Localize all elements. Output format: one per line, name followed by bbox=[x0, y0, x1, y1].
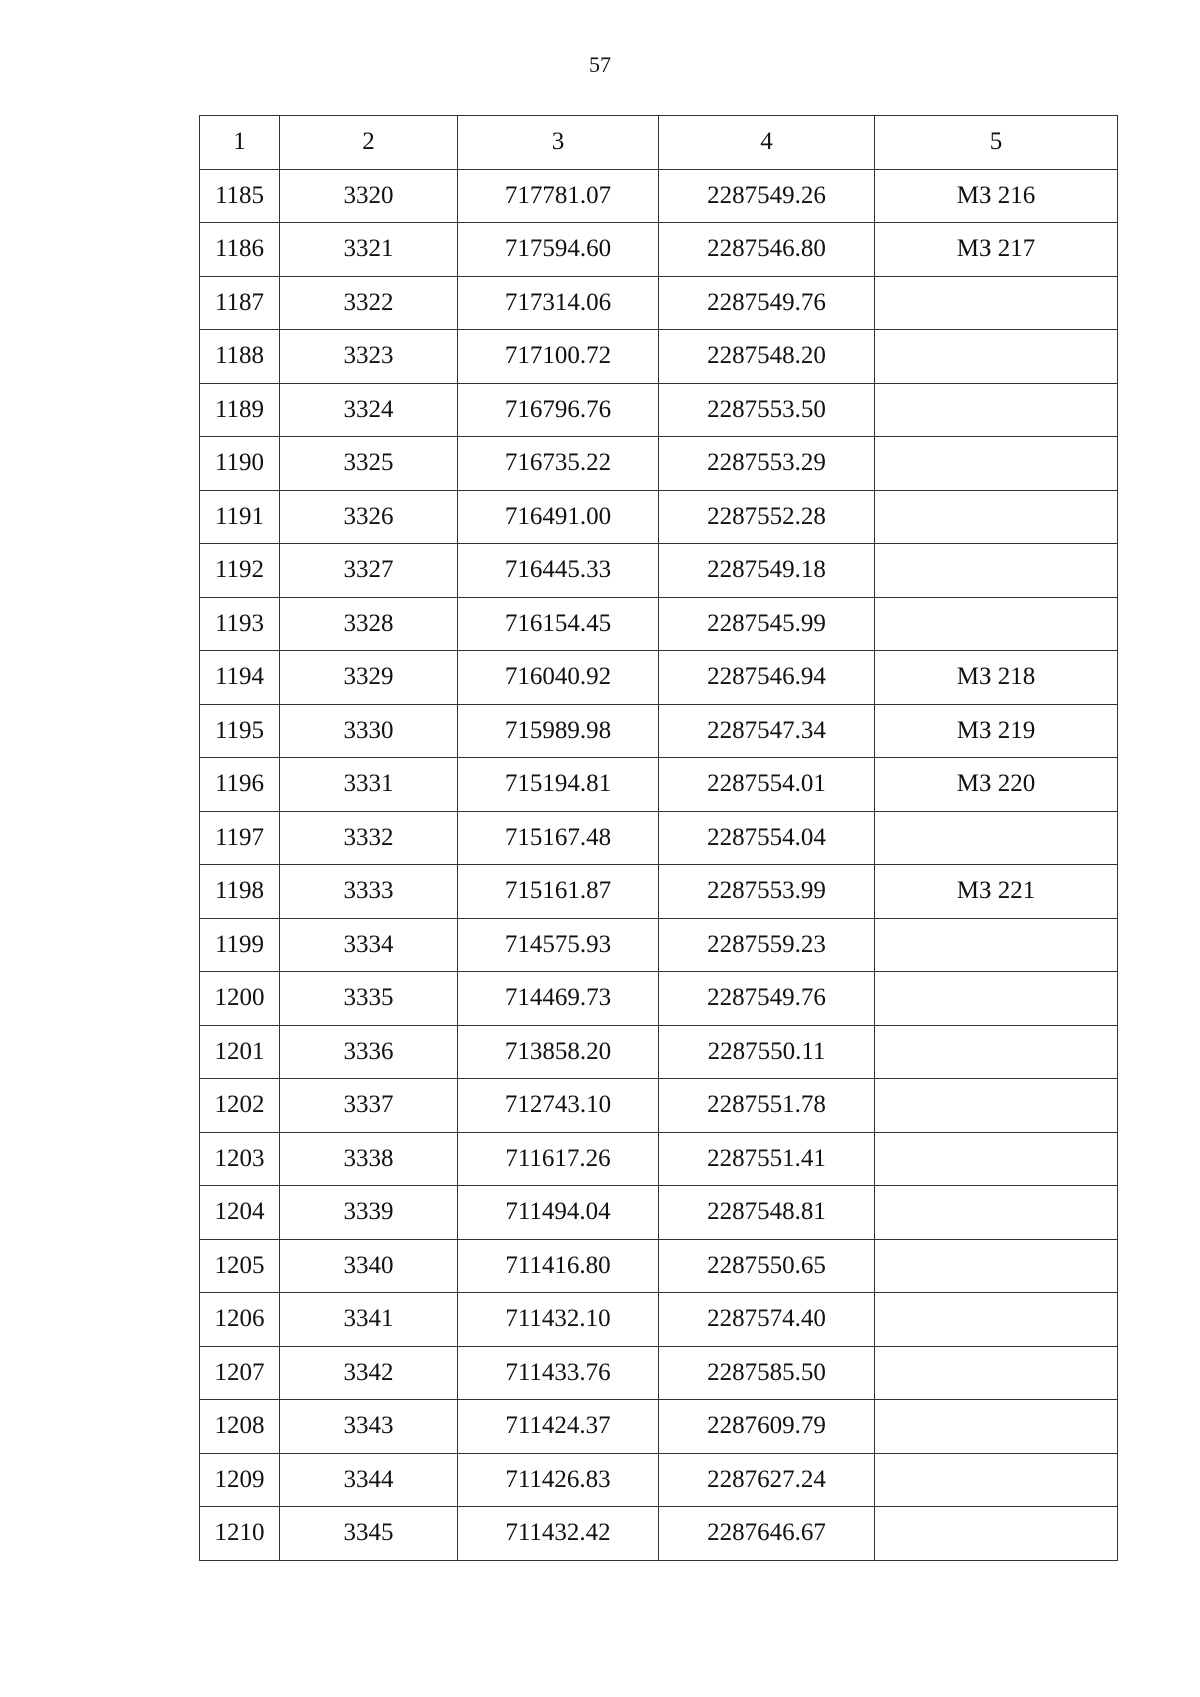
table-cell-col-2: 3321 bbox=[280, 223, 458, 277]
table-cell-col-3: 716445.33 bbox=[458, 544, 659, 598]
table-cell-col-3: 716491.00 bbox=[458, 490, 659, 544]
table-row bbox=[200, 972, 1118, 1026]
table-cell-col-4: 2287548.81 bbox=[659, 1186, 875, 1240]
table-cell-col-2: 3341 bbox=[280, 1293, 458, 1347]
table-cell-col-2: 3333 bbox=[280, 865, 458, 919]
table-cell-col-2: 3326 bbox=[280, 490, 458, 544]
table-cell-col-3: 717100.72 bbox=[458, 330, 659, 384]
table-cell-col-5: МЗ 217 bbox=[875, 223, 1118, 277]
table-cell-col-1: 1210 bbox=[200, 1507, 280, 1561]
table-row bbox=[200, 1186, 1118, 1240]
table-cell-col-2: 3334 bbox=[280, 918, 458, 972]
table-cell-col-1: 1199 bbox=[200, 918, 280, 972]
table-cell-col-1: 1188 bbox=[200, 330, 280, 384]
table-cell-col-2: 3320 bbox=[280, 169, 458, 223]
table-cell-col-4: 2287553.99 bbox=[659, 865, 875, 919]
table-cell-col-5 bbox=[875, 1507, 1118, 1561]
table-cell-col-5: МЗ 221 bbox=[875, 865, 1118, 919]
table-cell-col-1: 1206 bbox=[200, 1293, 280, 1347]
table-row bbox=[200, 544, 1118, 598]
table-cell-col-4: 2287574.40 bbox=[659, 1293, 875, 1347]
table-cell-col-1: 1203 bbox=[200, 1132, 280, 1186]
table-row bbox=[200, 865, 1118, 919]
table-cell-col-2: 3328 bbox=[280, 597, 458, 651]
table-cell-col-4: 2287553.50 bbox=[659, 383, 875, 437]
table-cell-col-3: 716040.92 bbox=[458, 651, 659, 705]
table-cell-col-4: 2287545.99 bbox=[659, 597, 875, 651]
table-row bbox=[200, 758, 1118, 812]
table-cell-col-4: 2287646.67 bbox=[659, 1507, 875, 1561]
table-cell-col-5 bbox=[875, 383, 1118, 437]
table-cell-col-4: 2287554.01 bbox=[659, 758, 875, 812]
table-cell-col-3: 711432.10 bbox=[458, 1293, 659, 1347]
table-row bbox=[200, 1079, 1118, 1133]
table-cell-col-4: 2287549.26 bbox=[659, 169, 875, 223]
table-cell-col-2: 3342 bbox=[280, 1346, 458, 1400]
table-row bbox=[200, 597, 1118, 651]
table-row bbox=[200, 1132, 1118, 1186]
table-cell-col-2: 3343 bbox=[280, 1400, 458, 1454]
table-cell-col-2: 3323 bbox=[280, 330, 458, 384]
table-cell-col-4: 2287547.34 bbox=[659, 704, 875, 758]
table-cell-col-4: 2287551.41 bbox=[659, 1132, 875, 1186]
table-cell-col-1: 1197 bbox=[200, 811, 280, 865]
table-cell-col-1: 1202 bbox=[200, 1079, 280, 1133]
table-cell-col-5 bbox=[875, 918, 1118, 972]
table-cell-col-1: 1195 bbox=[200, 704, 280, 758]
table-cell-col-5 bbox=[875, 276, 1118, 330]
table-cell-col-5: МЗ 220 bbox=[875, 758, 1118, 812]
table-cell-col-4: 2287548.20 bbox=[659, 330, 875, 384]
table-cell-col-2: 3330 bbox=[280, 704, 458, 758]
table-cell-col-3: 715161.87 bbox=[458, 865, 659, 919]
table-row bbox=[200, 223, 1118, 277]
table-cell-col-5 bbox=[875, 1079, 1118, 1133]
table-cell-col-2: 3324 bbox=[280, 383, 458, 437]
table-row bbox=[200, 1025, 1118, 1079]
table-row bbox=[200, 330, 1118, 384]
table-row bbox=[200, 437, 1118, 491]
table-cell-col-5 bbox=[875, 597, 1118, 651]
table-cell-col-5 bbox=[875, 1239, 1118, 1293]
table-cell-col-3: 711494.04 bbox=[458, 1186, 659, 1240]
table-row bbox=[200, 1346, 1118, 1400]
table-cell-col-2: 3322 bbox=[280, 276, 458, 330]
table-cell-col-2: 3339 bbox=[280, 1186, 458, 1240]
table-cell-col-5 bbox=[875, 330, 1118, 384]
table-row bbox=[200, 1507, 1118, 1561]
table-cell-col-5 bbox=[875, 490, 1118, 544]
table-cell-col-3: 711426.83 bbox=[458, 1453, 659, 1507]
table-row bbox=[200, 811, 1118, 865]
table-row bbox=[200, 1453, 1118, 1507]
page-number: 57 bbox=[589, 52, 611, 77]
table-cell-col-4: 2287609.79 bbox=[659, 1400, 875, 1454]
table-row bbox=[200, 918, 1118, 972]
table-cell-col-5 bbox=[875, 811, 1118, 865]
table-cell-col-3: 717314.06 bbox=[458, 276, 659, 330]
table-cell-col-1: 1187 bbox=[200, 276, 280, 330]
table-cell-col-2: 3340 bbox=[280, 1239, 458, 1293]
table-row bbox=[200, 1293, 1118, 1347]
table-cell-col-5 bbox=[875, 972, 1118, 1026]
table-cell-col-2: 3336 bbox=[280, 1025, 458, 1079]
table-cell-col-5 bbox=[875, 1346, 1118, 1400]
table-cell-col-5 bbox=[875, 1132, 1118, 1186]
table-cell-col-3: 716796.76 bbox=[458, 383, 659, 437]
table-cell-col-3: 715194.81 bbox=[458, 758, 659, 812]
table-cell-col-1: 1201 bbox=[200, 1025, 280, 1079]
table-cell-col-2: 3327 bbox=[280, 544, 458, 598]
table-cell-col-3: 716735.22 bbox=[458, 437, 659, 491]
table-cell-col-5: МЗ 218 bbox=[875, 651, 1118, 705]
table-cell-col-4: 2287549.76 bbox=[659, 972, 875, 1026]
table-cell-col-5 bbox=[875, 437, 1118, 491]
table-row bbox=[200, 383, 1118, 437]
column-header: 1 bbox=[200, 116, 280, 170]
table-row bbox=[200, 1239, 1118, 1293]
table-cell-col-5 bbox=[875, 544, 1118, 598]
table-cell-col-1: 1193 bbox=[200, 597, 280, 651]
table-cell-col-3: 713858.20 bbox=[458, 1025, 659, 1079]
table-cell-col-1: 1192 bbox=[200, 544, 280, 598]
table-cell-col-1: 1196 bbox=[200, 758, 280, 812]
table-row bbox=[200, 169, 1118, 223]
table-cell-col-1: 1208 bbox=[200, 1400, 280, 1454]
table-cell-col-5: МЗ 216 bbox=[875, 169, 1118, 223]
table-cell-col-3: 715989.98 bbox=[458, 704, 659, 758]
table-cell-col-1: 1200 bbox=[200, 972, 280, 1026]
table-cell-col-1: 1185 bbox=[200, 169, 280, 223]
table-body bbox=[200, 169, 1118, 1560]
table-cell-col-2: 3325 bbox=[280, 437, 458, 491]
table-cell-col-2: 3332 bbox=[280, 811, 458, 865]
table-cell-col-1: 1204 bbox=[200, 1186, 280, 1240]
table-cell-col-4: 2287552.28 bbox=[659, 490, 875, 544]
table-cell-col-3: 711617.26 bbox=[458, 1132, 659, 1186]
table-cell-col-1: 1205 bbox=[200, 1239, 280, 1293]
table-cell-col-3: 711433.76 bbox=[458, 1346, 659, 1400]
table-cell-col-5 bbox=[875, 1293, 1118, 1347]
table-cell-col-4: 2287549.18 bbox=[659, 544, 875, 598]
table-row bbox=[200, 490, 1118, 544]
table-cell-col-1: 1191 bbox=[200, 490, 280, 544]
table-cell-col-3: 711432.42 bbox=[458, 1507, 659, 1561]
table-row bbox=[200, 276, 1118, 330]
column-header: 2 bbox=[280, 116, 458, 170]
column-header: 5 bbox=[875, 116, 1118, 170]
table-cell-col-4: 2287546.94 bbox=[659, 651, 875, 705]
table-cell-col-1: 1194 bbox=[200, 651, 280, 705]
table-cell-col-4: 2287550.11 bbox=[659, 1025, 875, 1079]
table-cell-col-3: 717594.60 bbox=[458, 223, 659, 277]
table-cell-col-4: 2287559.23 bbox=[659, 918, 875, 972]
table-cell-col-1: 1189 bbox=[200, 383, 280, 437]
table-cell-col-2: 3329 bbox=[280, 651, 458, 705]
column-header: 4 bbox=[659, 116, 875, 170]
table-cell-col-2: 3338 bbox=[280, 1132, 458, 1186]
table-cell-col-3: 711424.37 bbox=[458, 1400, 659, 1454]
table-cell-col-4: 2287550.65 bbox=[659, 1239, 875, 1293]
table-cell-col-3: 717781.07 bbox=[458, 169, 659, 223]
table-cell-col-5 bbox=[875, 1186, 1118, 1240]
table-cell-col-4: 2287551.78 bbox=[659, 1079, 875, 1133]
table-cell-col-5 bbox=[875, 1453, 1118, 1507]
table-cell-col-5 bbox=[875, 1025, 1118, 1079]
table-cell-col-4: 2287554.04 bbox=[659, 811, 875, 865]
table-cell-col-4: 2287585.50 bbox=[659, 1346, 875, 1400]
table-cell-col-3: 711416.80 bbox=[458, 1239, 659, 1293]
table-cell-col-5 bbox=[875, 1400, 1118, 1454]
table-cell-col-2: 3344 bbox=[280, 1453, 458, 1507]
table-cell-col-1: 1209 bbox=[200, 1453, 280, 1507]
table-cell-col-2: 3337 bbox=[280, 1079, 458, 1133]
table-cell-col-3: 712743.10 bbox=[458, 1079, 659, 1133]
table-cell-col-4: 2287627.24 bbox=[659, 1453, 875, 1507]
table-row bbox=[200, 704, 1118, 758]
table-cell-col-1: 1190 bbox=[200, 437, 280, 491]
coordinates-table bbox=[199, 115, 1118, 1561]
table-header-row bbox=[200, 116, 1118, 170]
table-cell-col-3: 715167.48 bbox=[458, 811, 659, 865]
table-cell-col-1: 1186 bbox=[200, 223, 280, 277]
table-cell-col-3: 714469.73 bbox=[458, 972, 659, 1026]
table-cell-col-2: 3335 bbox=[280, 972, 458, 1026]
table-cell-col-4: 2287549.76 bbox=[659, 276, 875, 330]
table-row bbox=[200, 1400, 1118, 1454]
table-cell-col-1: 1198 bbox=[200, 865, 280, 919]
table-cell-col-4: 2287553.29 bbox=[659, 437, 875, 491]
table-cell-col-3: 716154.45 bbox=[458, 597, 659, 651]
table-cell-col-4: 2287546.80 bbox=[659, 223, 875, 277]
table-row bbox=[200, 651, 1118, 705]
table-cell-col-3: 714575.93 bbox=[458, 918, 659, 972]
table-cell-col-2: 3345 bbox=[280, 1507, 458, 1561]
column-header: 3 bbox=[458, 116, 659, 170]
table-cell-col-1: 1207 bbox=[200, 1346, 280, 1400]
table-cell-col-2: 3331 bbox=[280, 758, 458, 812]
table-cell-col-5: МЗ 219 bbox=[875, 704, 1118, 758]
